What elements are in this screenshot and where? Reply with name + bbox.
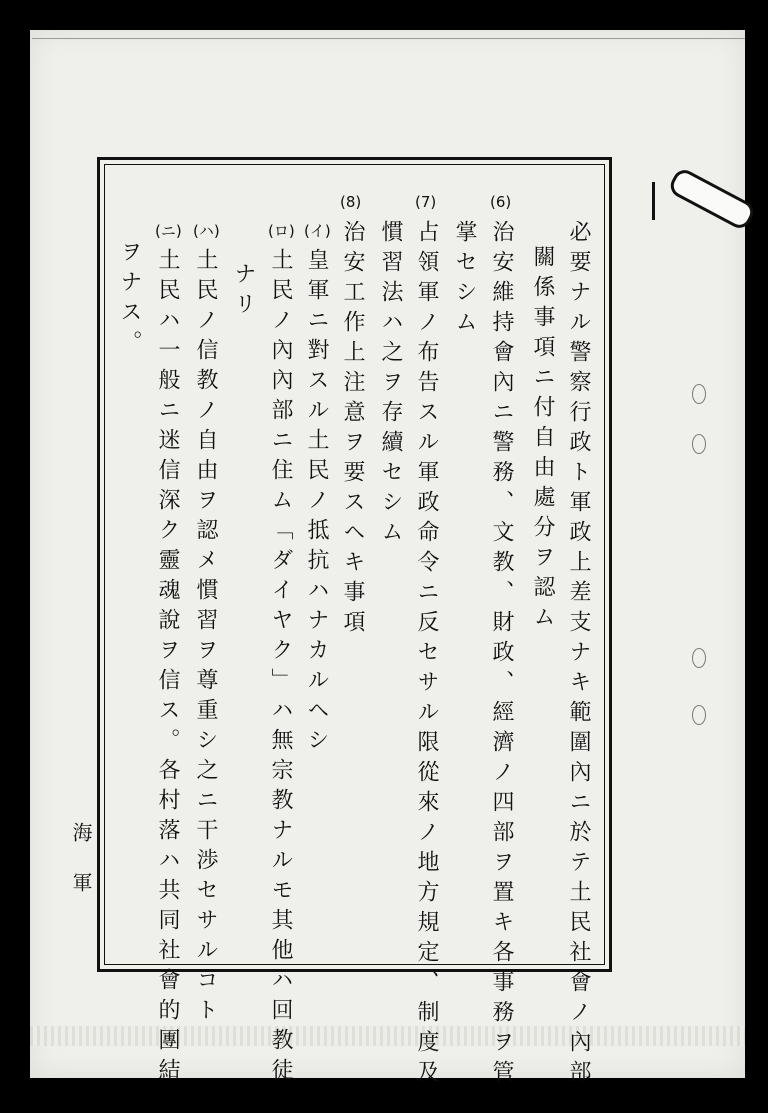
- text-column: 治安維持會內ニ警務、文教、財政、經濟ノ四部ヲ置キ各事務ヲ管: [489, 220, 514, 1090]
- text-column: 土民ノ內內部ニ住ム「ダイヤク」ハ無宗教ナルモ其他ハ回教徒: [268, 248, 293, 1088]
- item-marker: (6): [490, 193, 512, 211]
- text-column: 必要ナル警察行政ト軍政上差支ナキ範圍內ニ於テ土民社會ノ內部: [566, 220, 591, 1090]
- item-marker: (ハ): [193, 222, 220, 240]
- item-marker: (イ): [304, 222, 331, 240]
- item-marker: (ロ): [268, 222, 295, 240]
- binding-hole-icon: [692, 648, 706, 668]
- item-marker: (ニ): [155, 222, 182, 240]
- binding-hole-icon: [692, 434, 706, 454]
- text-column: 掌セシム: [452, 220, 477, 340]
- text-column: 土民ノ信教ノ自由ヲ認メ慣習ヲ尊重シ之ニ干渉セサルコト: [193, 248, 218, 1028]
- item-marker: (8): [340, 193, 362, 211]
- page-bottom-noise: [30, 1026, 745, 1046]
- text-column: 占領軍ノ布告スル軍政命令ニ反セサル限從來ノ地方規定、制度及: [414, 220, 439, 1090]
- binding-hole-icon: [692, 384, 706, 404]
- text-column: 治安工作上注意ヲ要スヘキ事項: [340, 220, 365, 640]
- text-column: ナリ: [231, 262, 256, 322]
- binding-hole-icon: [692, 705, 706, 725]
- text-column: 慣習法ハ之ヲ存續セシム: [378, 220, 403, 550]
- text-column: 關係事項ニ付自由處分ヲ認ム: [530, 245, 555, 635]
- item-marker: (7): [415, 193, 437, 211]
- text-column: 土民ハ一般ニ迷信深ク靈魂說ヲ信ス。各村落ハ共同社會的團結: [155, 248, 180, 1088]
- clip-mark: [652, 182, 655, 220]
- margin-label: 海軍: [69, 822, 93, 922]
- page-edge-line: [32, 38, 745, 39]
- text-column: 皇軍ニ對スル土民ノ抵抗ハナカルヘシ: [304, 248, 329, 758]
- text-column: ヲナス。: [117, 240, 142, 360]
